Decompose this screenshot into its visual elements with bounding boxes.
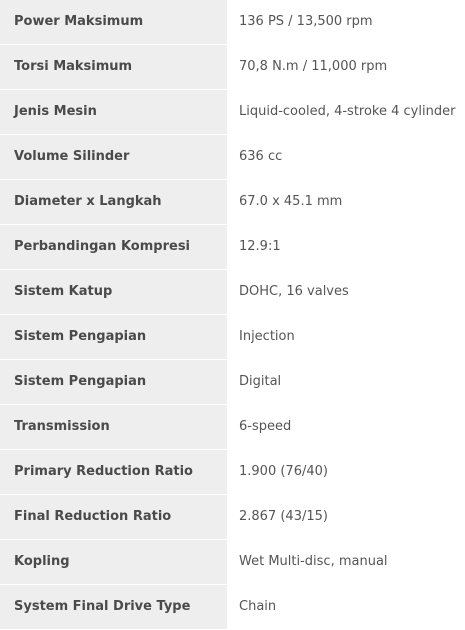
spec-row-system-final-drive-type [0, 585, 465, 630]
spec-row-sistem-pengapian-2 [0, 360, 465, 405]
spec-label: System Final Drive Type [0, 585, 227, 630]
spec-label: Volume Silinder [0, 135, 227, 180]
spec-value: Chain [227, 585, 465, 630]
spec-row-perbandingan-kompresi [0, 225, 465, 270]
spec-label: Final Reduction Ratio [0, 495, 227, 540]
spec-label: Kopling [0, 540, 227, 585]
spec-label: Sistem Katup [0, 270, 227, 315]
spec-label: Power Maksimum [0, 0, 227, 45]
spec-row-transmission [0, 405, 465, 450]
spec-value: 136 PS / 13,500 rpm [227, 0, 465, 45]
spec-value: Liquid-cooled, 4-stroke 4 cylinder [227, 90, 465, 135]
spec-label: Sistem Pengapian [0, 360, 227, 405]
spec-row-kopling [0, 540, 465, 585]
spec-row-diameter-langkah [0, 180, 465, 225]
spec-row-primary-reduction-ratio [0, 450, 465, 495]
spec-value: 1.900 (76/40) [227, 450, 465, 495]
spec-label: Transmission [0, 405, 227, 450]
spec-value: 12.9:1 [227, 225, 465, 270]
spec-label: Sistem Pengapian [0, 315, 227, 360]
spec-value: 6-speed [227, 405, 465, 450]
spec-value: DOHC, 16 valves [227, 270, 465, 315]
spec-value: Injection [227, 315, 465, 360]
spec-value: 70,8 N.m / 11,000 rpm [227, 45, 465, 90]
spec-value: 67.0 x 45.1 mm [227, 180, 465, 225]
spec-row-jenis-mesin [0, 90, 465, 135]
spec-label: Diameter x Langkah [0, 180, 227, 225]
spec-row-volume-silinder [0, 135, 465, 180]
spec-row-power-maksimum [0, 0, 465, 45]
spec-value: Wet Multi-disc, manual [227, 540, 465, 585]
spec-row-torsi-maksimum [0, 45, 465, 90]
spec-row-sistem-katup [0, 270, 465, 315]
spec-value: Digital [227, 360, 465, 405]
spec-label: Jenis Mesin [0, 90, 227, 135]
spec-value: 2.867 (43/15) [227, 495, 465, 540]
spec-row-final-reduction-ratio [0, 495, 465, 540]
spec-label: Primary Reduction Ratio [0, 450, 227, 495]
spec-row-sistem-pengapian [0, 315, 465, 360]
spec-value: 636 cc [227, 135, 465, 180]
spec-label: Torsi Maksimum [0, 45, 227, 90]
spec-label: Perbandingan Kompresi [0, 225, 227, 270]
